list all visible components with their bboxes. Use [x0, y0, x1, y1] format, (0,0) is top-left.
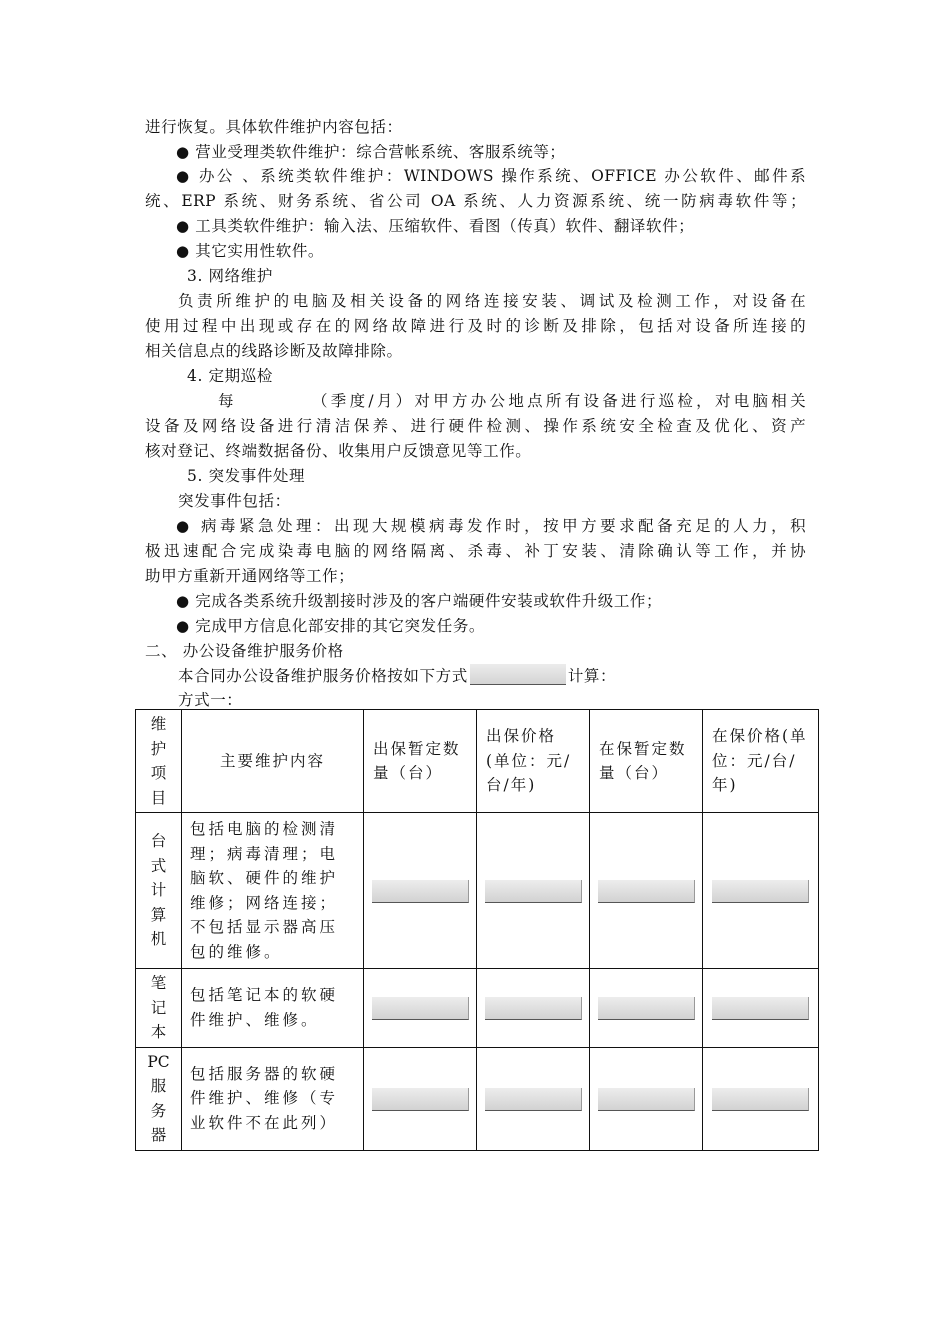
- section-heading: 3. 网络维护: [187, 267, 273, 285]
- bullet-icon: ●: [176, 167, 192, 185]
- fill-field[interactable]: [485, 997, 582, 1020]
- table-row: [136, 813, 819, 969]
- bullet-item: [176, 214, 694, 236]
- paragraph-line: 相关信息点的线路诊断及故障排除。: [145, 342, 403, 360]
- paragraph-line: 每: [218, 392, 235, 410]
- row-name-char: 笔: [150, 974, 167, 992]
- row-name-char: PC: [147, 1052, 170, 1071]
- fill-in-blank[interactable]: [470, 664, 566, 685]
- bullet-item: [176, 164, 806, 186]
- header-char: 护: [150, 739, 167, 758]
- bullet-icon: ●: [176, 517, 193, 535]
- paragraph-line: 负责所维护的电脑及相关设备的网络连接安装、调试及检测工作，对设备在: [178, 292, 806, 310]
- row-name-char: 服: [150, 1077, 167, 1095]
- header-item: [136, 710, 182, 813]
- paragraph-line: 使用过程中出现或存在的网络故障进行及时的诊断及排除，包括对设备所连接的: [145, 317, 806, 335]
- row-name-char: 记: [150, 998, 167, 1017]
- header-content: 主要维护内容: [182, 710, 364, 813]
- header-char: 目: [150, 788, 167, 807]
- bullet-text: 完成甲方信息化部安排的其它突发任务。: [195, 617, 486, 635]
- section-heading: 4. 定期巡检: [187, 367, 273, 385]
- table-header-row: [136, 710, 819, 813]
- row-name-char: 本: [150, 1023, 167, 1041]
- table-row: [136, 1047, 819, 1150]
- fill-field[interactable]: [485, 1088, 582, 1111]
- fill-field[interactable]: [598, 997, 695, 1020]
- paragraph-text: 本合同办公设备维护服务价格按如下方式: [178, 667, 468, 685]
- fill-field[interactable]: [485, 880, 582, 903]
- bullet-icon: ●: [176, 617, 190, 635]
- paragraph-line: 方式一：: [178, 691, 243, 709]
- bullet-icon: ●: [176, 592, 190, 610]
- bullet-item: [176, 514, 806, 536]
- out-price-cell: [477, 1047, 590, 1150]
- bullet-text: 其它实用性软件。: [195, 242, 325, 260]
- bullet-text: 办公 、系统类软件维护：WINDOWS 操作系统、OFFICE 办公软件、邮件系: [198, 167, 806, 185]
- bullet-item: [176, 140, 566, 162]
- out-qty-cell: [364, 813, 477, 969]
- row-name-char: 算: [150, 905, 167, 924]
- paragraph-line: 极迅速配合完成染毒电脑的网络隔离、杀毒、补丁安装、清除确认等工作，并协: [145, 542, 806, 560]
- paragraph-line: 设备及网络设备进行清洁保养、进行硬件检测、操作系统安全检查及优化、资产: [145, 417, 806, 435]
- header-char: 项: [150, 764, 167, 782]
- row-name-char: 计: [150, 881, 167, 900]
- out-price-cell: [477, 813, 590, 969]
- header-in-qty: 在保暂定数量（台）: [590, 710, 703, 813]
- header-char: 维: [150, 715, 167, 733]
- in-price-cell: [703, 1047, 819, 1150]
- fill-field[interactable]: [598, 1088, 695, 1111]
- header-in-price: 在保价格(单位：元/台/年): [703, 710, 819, 813]
- in-price-cell: [703, 813, 819, 969]
- row-name-char: 台: [150, 832, 167, 851]
- fill-field[interactable]: [712, 880, 809, 903]
- row-name: [136, 813, 182, 969]
- section-heading: 5. 突发事件处理: [187, 467, 306, 485]
- in-qty-cell: [590, 969, 703, 1048]
- row-name-char: 式: [150, 856, 167, 875]
- header-out-qty: 出保暂定数量（台）: [364, 710, 477, 813]
- paragraph-line: 助甲方重新开通网络等工作；: [145, 567, 355, 585]
- out-qty-cell: [364, 969, 477, 1048]
- fill-field[interactable]: [372, 880, 469, 903]
- bullet-icon: ●: [176, 242, 190, 260]
- row-name-char: 务: [150, 1101, 167, 1120]
- row-desc: 包括笔记本的软硬件维护、维修。: [182, 969, 364, 1048]
- fill-field[interactable]: [372, 997, 469, 1020]
- fill-field[interactable]: [712, 1088, 809, 1111]
- bullet-text: 完成各类系统升级割接时涉及的客户端硬件安装或软件升级工作；: [195, 592, 663, 610]
- fill-field[interactable]: [372, 1088, 469, 1111]
- out-price-cell: [477, 969, 590, 1048]
- bullet-text: 营业受理类软件维护：综合营帐系统、客服系统等；: [195, 143, 566, 161]
- bullet-text: 病毒紧急处理：出现大规模病毒发作时，按甲方要求配备充足的人力，积: [201, 517, 806, 535]
- bullet-text: 工具类软件维护：输入法、压缩软件、看图（传真）软件、翻译软件；: [195, 217, 695, 235]
- paragraph-line: 核对登记、终端数据备份、收集用户反馈意见等工作。: [145, 442, 532, 460]
- paragraph-line: 进行恢复。具体软件维护内容包括：: [145, 118, 403, 136]
- fill-field[interactable]: [712, 997, 809, 1020]
- row-desc: 包括服务器的软硬件维护、维修（专业软件不在此列）: [182, 1047, 364, 1150]
- table-row: [136, 969, 819, 1048]
- bullet-icon: ●: [176, 217, 190, 235]
- fill-field[interactable]: [598, 880, 695, 903]
- paragraph-line: [178, 664, 616, 686]
- row-name-char: 机: [150, 930, 167, 949]
- row-name-char: 器: [150, 1126, 167, 1144]
- bullet-item: [176, 589, 662, 611]
- paragraph-line: 突发事件包括：: [178, 492, 291, 510]
- out-qty-cell: [364, 1047, 477, 1150]
- paragraph-text: 计算：: [567, 667, 617, 685]
- service-price-table: [135, 709, 819, 1151]
- in-qty-cell: [590, 813, 703, 969]
- row-name: [136, 969, 182, 1048]
- row-name: [136, 1047, 182, 1150]
- paragraph-line: 统、ERP 系统、财务系统、省公司 OA 系统、人力资源系统、统一防病毒软件等；: [145, 192, 806, 210]
- in-price-cell: [703, 969, 819, 1048]
- bullet-icon: ●: [176, 143, 190, 161]
- bullet-item: [176, 614, 485, 636]
- bullet-item: [176, 239, 324, 261]
- row-desc: 包括电脑的检测清理；病毒清理；电脑软、硬件的维护维修；网络连接；不包括显示器高压包的维修。: [182, 813, 364, 969]
- paragraph-line: （季度/月）对甲方办公地点所有设备进行巡检，对电脑相关: [312, 392, 806, 410]
- header-out-price: 出保价格(单位：元/台/年): [477, 710, 590, 813]
- section-heading: 二、 办公设备维护服务价格: [145, 642, 344, 660]
- in-qty-cell: [590, 1047, 703, 1150]
